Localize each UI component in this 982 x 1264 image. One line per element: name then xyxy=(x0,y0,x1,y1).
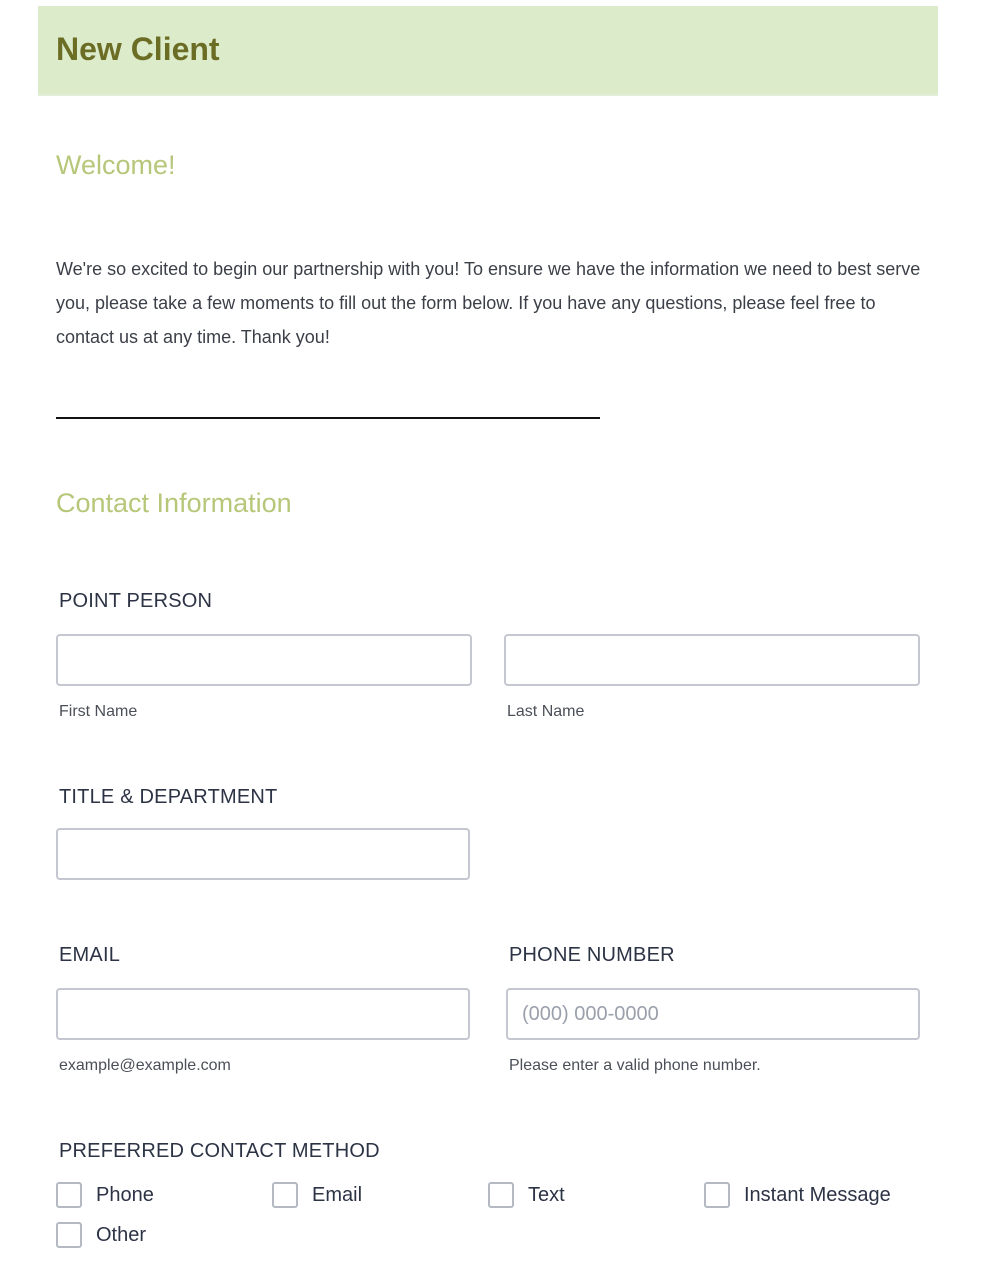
contact-option-label: Phone xyxy=(96,1183,154,1206)
phone-number-input[interactable] xyxy=(506,988,920,1040)
form-title: New Client xyxy=(56,30,220,67)
form-header-wrap xyxy=(38,6,938,96)
preferred-contact-label: PREFERRED CONTACT METHOD xyxy=(59,1140,380,1162)
email-input[interactable] xyxy=(56,988,470,1040)
contact-option-label: Instant Message xyxy=(744,1183,891,1206)
first-name-sublabel: First Name xyxy=(59,703,138,720)
contact-option-instant-message[interactable] xyxy=(704,1182,891,1208)
contact-option-label: Email xyxy=(312,1183,363,1206)
welcome-heading: Welcome! xyxy=(56,150,176,180)
contact-option-label: Text xyxy=(528,1183,565,1206)
title-department-input[interactable] xyxy=(56,828,470,880)
form-header xyxy=(38,6,938,96)
instant-message-checkbox[interactable] xyxy=(704,1182,730,1208)
contact-option-label: Other xyxy=(96,1223,147,1246)
title-department-label: TITLE & DEPARTMENT xyxy=(59,786,278,808)
other-checkbox[interactable] xyxy=(56,1222,82,1248)
contact-information-heading: Contact Information xyxy=(56,488,292,518)
email-sublabel: example@example.com xyxy=(59,1057,231,1074)
phone-number-sublabel: Please enter a valid phone number. xyxy=(509,1057,761,1074)
contact-option-other[interactable] xyxy=(56,1222,146,1248)
email-checkbox[interactable] xyxy=(272,1182,298,1208)
intro-paragraph: We're so excited to begin our partnership with you! To ensure we have the information we need to best serve you, please take a few moments to fill out the form below. If you have any questions, please feel free to contact us at any time. Thank you! xyxy=(56,259,921,347)
text-checkbox[interactable] xyxy=(488,1182,514,1208)
section-divider xyxy=(56,417,600,419)
contact-option-email[interactable] xyxy=(272,1182,362,1208)
email-label: EMAIL xyxy=(59,944,121,966)
phone-checkbox[interactable] xyxy=(56,1182,82,1208)
contact-option-text[interactable] xyxy=(488,1182,565,1208)
last-name-sublabel: Last Name xyxy=(507,703,585,720)
phone-number-label: PHONE NUMBER xyxy=(509,944,675,966)
contact-option-phone[interactable] xyxy=(56,1182,154,1208)
point-person-label: POINT PERSON xyxy=(59,590,213,612)
last-name-input[interactable] xyxy=(504,634,920,686)
first-name-input[interactable] xyxy=(56,634,472,686)
